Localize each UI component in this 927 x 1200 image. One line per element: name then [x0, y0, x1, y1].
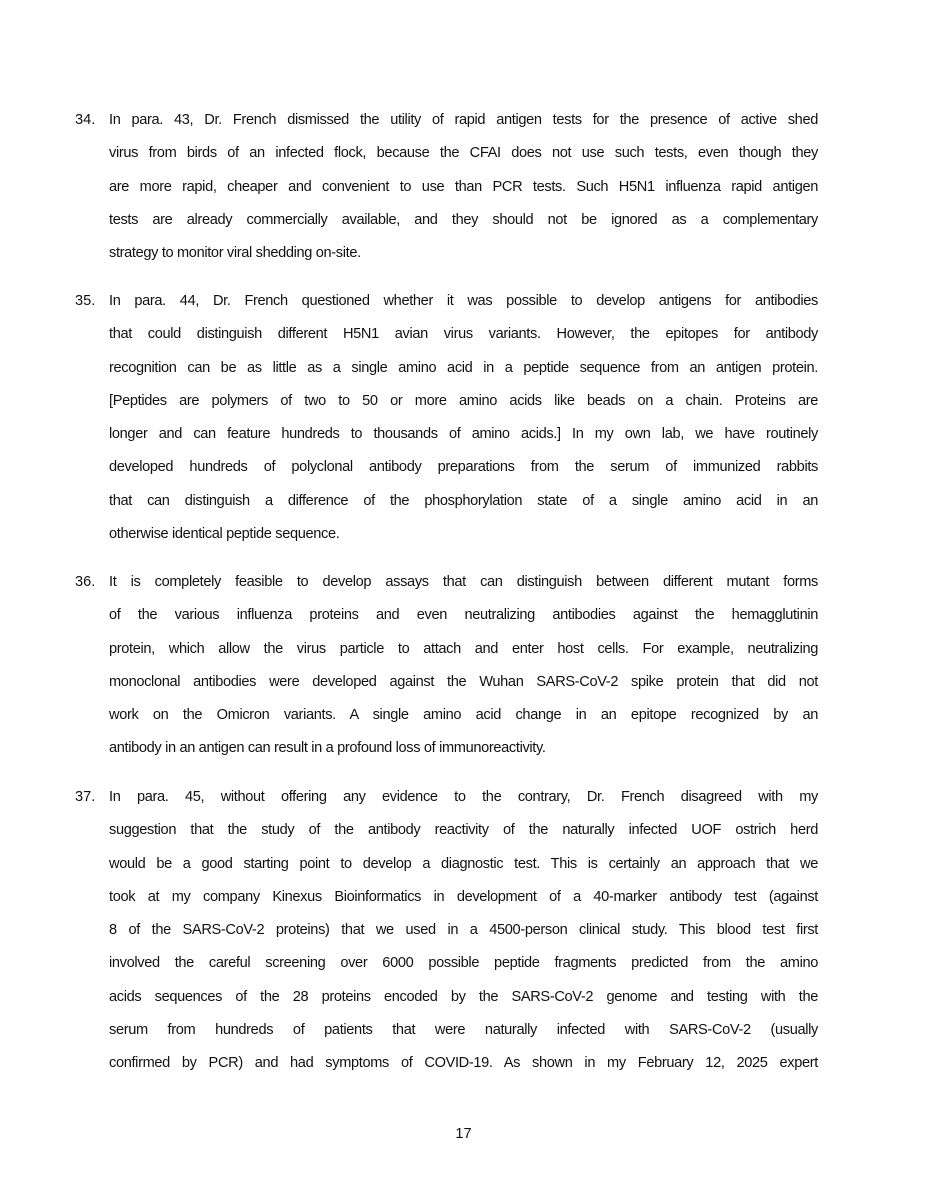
text-line: monoclonal antibodies were developed against the Wuhan SARS-CoV-2 spike protein that did not [109, 673, 818, 690]
text-line: antibody in an antigen can result in a profound loss of immunoreactivity. [109, 740, 546, 757]
page-number: 17 [455, 1126, 472, 1142]
text-line: virus from birds of an infected flock, because the CFAI does not use such tests, even though they [109, 145, 818, 162]
text-line: 8 of the SARS-CoV-2 proteins) that we used in a 4500-person clinical study. This blood test first [109, 922, 818, 939]
text-line: protein, which allow the virus particle to attach and enter host cells. For example, neutralizing [109, 640, 818, 657]
text-line: of the various influenza proteins and even neutralizing antibodies against the hemagglutinin [109, 607, 818, 624]
text-line: otherwise identical peptide sequence. [109, 526, 340, 543]
text-line: developed hundreds of polyclonal antibody preparations from the serum of immunized rabbits [109, 459, 818, 476]
paragraph-number: 36. [75, 574, 96, 590]
paragraph-number: 37. [75, 789, 96, 805]
text-line: work on the Omicron variants. A single amino acid change in an epitope recognized by an [109, 707, 818, 724]
text-line: serum from hundreds of patients that were naturally infected with SARS-CoV-2 (usually [109, 1022, 818, 1039]
text-line: It is completely feasible to develop assays that can distinguish between different mutant forms [109, 574, 818, 590]
paragraph-text [109, 104, 818, 270]
paragraph-text [109, 781, 818, 1081]
text-line: that can distinguish a difference of the phosphorylation state of a single amino acid in an [109, 492, 818, 509]
text-line: that could distinguish different H5N1 avian virus variants. However, the epitopes for antibody [109, 326, 818, 343]
paragraph-text [109, 285, 818, 551]
text-line: would be a good starting point to develop a diagnostic test. This is certainly an approach that we [109, 855, 818, 872]
text-line: confirmed by PCR) and had symptoms of COVID-19. As shown in my February 12, 2025 expert [109, 1055, 818, 1072]
text-line: recognition can be as little as a single amino acid in a peptide sequence from an antigen protein. [109, 359, 818, 376]
text-line: In para. 45, without offering any evidence to the contrary, Dr. French disagreed with my [109, 789, 818, 805]
text-line: suggestion that the study of the antibody reactivity of the naturally infected UOF ostrich herd [109, 822, 818, 839]
text-line: involved the careful screening over 6000 possible peptide fragments predicted from the amino [109, 955, 818, 972]
text-line: are more rapid, cheaper and convenient to use than PCR tests. Such H5N1 influenza rapid antigen [109, 178, 818, 195]
text-line: In para. 43, Dr. French dismissed the utility of rapid antigen tests for the presence of active shed [109, 112, 818, 128]
text-line: tests are already commercially available, and they should not be ignored as a complementary [109, 211, 818, 228]
text-line: In para. 44, Dr. French questioned whether it was possible to develop antigens for antibodies [109, 293, 818, 309]
paragraph-number: 34. [75, 112, 96, 128]
text-line: [Peptides are polymers of two to 50 or more amino acids like beads on a chain. Proteins are [109, 392, 818, 409]
text-line: strategy to monitor viral shedding on-site. [109, 245, 361, 262]
text-line: took at my company Kinexus Bioinformatics in development of a 40-marker antibody test (against [109, 888, 818, 905]
paragraph-number: 35. [75, 293, 96, 309]
text-line: longer and can feature hundreds to thousands of amino acids.] In my own lab, we have routinely [109, 426, 818, 443]
text-line: acids sequences of the 28 proteins encoded by the SARS-CoV-2 genome and testing with the [109, 988, 818, 1005]
paragraph-text [109, 566, 818, 766]
